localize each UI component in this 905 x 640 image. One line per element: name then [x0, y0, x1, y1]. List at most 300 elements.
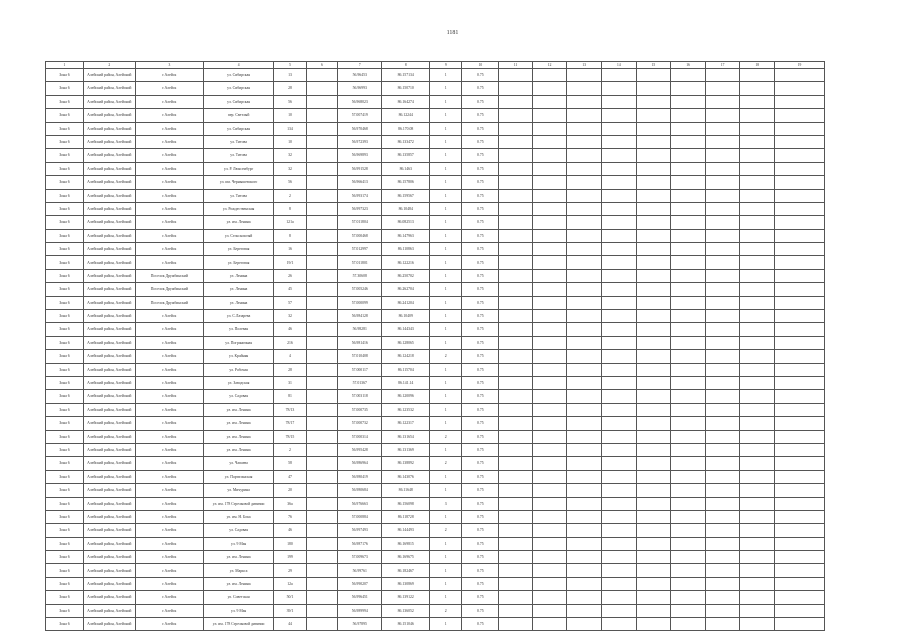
table-cell	[602, 229, 637, 242]
table-cell: ул. Сибирская	[203, 95, 273, 108]
table-cell: 0.75	[462, 443, 499, 456]
table-row	[46, 202, 825, 215]
table-cell	[775, 417, 825, 430]
table-row	[46, 618, 825, 631]
table-cell	[705, 95, 740, 108]
table-cell	[740, 363, 775, 376]
table-cell: Зона 6	[46, 510, 84, 523]
table-cell	[775, 470, 825, 483]
table-cell: 86.10484	[382, 202, 430, 215]
table-cell: Алейский район, Алейский	[83, 122, 135, 135]
table-cell: г.Алейск	[135, 95, 203, 108]
table-cell	[567, 122, 602, 135]
table-cell: 58	[274, 457, 306, 470]
table-cell	[532, 310, 567, 323]
table-cell	[499, 524, 533, 537]
table-cell: 86.122216	[382, 256, 430, 269]
table-row	[46, 82, 825, 95]
table-cell: Зона 6	[46, 256, 84, 269]
table-cell	[532, 82, 567, 95]
table-cell	[740, 618, 775, 631]
table-cell: 0.75	[462, 95, 499, 108]
table-cell: Зона 6	[46, 577, 84, 590]
table-cell: 56.984128	[338, 310, 382, 323]
table-cell	[636, 551, 671, 564]
table-cell	[775, 135, 825, 148]
table-cell: ул. Полевая	[203, 323, 273, 336]
table-row	[46, 149, 825, 162]
table-cell: ул. Титова	[203, 149, 273, 162]
table-cell: ул. им. Н. Бока	[203, 510, 273, 523]
table-cell	[532, 551, 567, 564]
table-row	[46, 269, 825, 282]
table-cell	[499, 430, 533, 443]
table-cell	[775, 430, 825, 443]
table-cell: 1	[430, 403, 462, 416]
table-cell: 57.000732	[338, 417, 382, 430]
table-cell: 56.989994	[338, 604, 382, 617]
table-cell	[740, 189, 775, 202]
table-cell	[567, 82, 602, 95]
table-cell: Алейский район, Алейский	[83, 229, 135, 242]
table-cell	[499, 216, 533, 229]
table-cell	[705, 269, 740, 282]
column-header: 9	[430, 62, 462, 69]
table-cell: ул. С.Лазарева	[203, 310, 273, 323]
table-cell	[532, 350, 567, 363]
table-cell	[567, 604, 602, 617]
table-cell	[740, 497, 775, 510]
table-cell: 0.75	[462, 390, 499, 403]
table-cell	[602, 564, 637, 577]
table-cell: 0.75	[462, 618, 499, 631]
table-row	[46, 417, 825, 430]
table-cell: 86.159567	[382, 189, 430, 202]
table-cell: 0.75	[462, 350, 499, 363]
table-cell	[775, 350, 825, 363]
table-cell: 0.75	[462, 604, 499, 617]
table-cell	[499, 229, 533, 242]
table-cell	[567, 135, 602, 148]
table-cell	[306, 591, 337, 604]
column-header: 1	[46, 62, 84, 69]
table-cell: Алейский район, Алейский	[83, 443, 135, 456]
table-cell	[602, 216, 637, 229]
table-cell	[636, 390, 671, 403]
table-cell: 1	[430, 243, 462, 256]
table-cell	[567, 403, 602, 416]
table-cell	[602, 296, 637, 309]
table-cell	[532, 537, 567, 550]
column-header: 12	[532, 62, 567, 69]
table-cell: г.Алейск	[135, 376, 203, 389]
table-cell	[705, 403, 740, 416]
table-cell	[306, 403, 337, 416]
table-cell: Алейский район, Алейский	[83, 577, 135, 590]
table-cell	[705, 256, 740, 269]
table-cell: Зона 6	[46, 336, 84, 349]
table-cell: 86.141.14	[382, 376, 430, 389]
table-cell	[671, 135, 706, 148]
table-cell	[567, 510, 602, 523]
table-cell: 0.75	[462, 82, 499, 95]
table-cell	[567, 176, 602, 189]
table-cell	[499, 95, 533, 108]
table-cell	[636, 564, 671, 577]
table-cell	[499, 323, 533, 336]
table-cell	[499, 336, 533, 349]
table-cell: пер. Светлый	[203, 109, 273, 122]
table-cell: Алейский район, Алейский	[83, 69, 135, 82]
table-cell: 0.75	[462, 524, 499, 537]
table-cell: г.Алейск	[135, 229, 203, 242]
table-cell	[567, 256, 602, 269]
table-cell: Зона 6	[46, 149, 84, 162]
table-cell: Зона 6	[46, 443, 84, 456]
table-row	[46, 69, 825, 82]
table-cell: 86.169675	[382, 551, 430, 564]
table-cell	[705, 564, 740, 577]
table-cell: 47	[274, 470, 306, 483]
table-cell	[306, 430, 337, 443]
table-cell: 0.75	[462, 470, 499, 483]
table-cell	[532, 122, 567, 135]
table-cell: 56.991528	[338, 162, 382, 175]
table-cell: 57.011804	[338, 216, 382, 229]
table-cell	[532, 484, 567, 497]
table-cell: 86.122317	[382, 417, 430, 430]
table-cell: 56.972393	[338, 135, 382, 148]
table-cell	[775, 443, 825, 456]
table-cell	[532, 162, 567, 175]
table-cell	[532, 95, 567, 108]
table-cell: 57.012997	[338, 243, 382, 256]
table-cell	[602, 484, 637, 497]
table-cell	[567, 229, 602, 242]
table-cell	[602, 122, 637, 135]
table-cell: 86.133472	[382, 135, 430, 148]
table-cell	[740, 403, 775, 416]
table-cell: Алейский район, Алейский	[83, 149, 135, 162]
table-cell: 56.969893	[338, 149, 382, 162]
table-cell: 86.120096	[382, 390, 430, 403]
table-cell: ул. им. Ленина	[203, 216, 273, 229]
table-cell	[775, 564, 825, 577]
table-cell: 3	[430, 497, 462, 510]
table-cell	[602, 430, 637, 443]
column-header: 17	[705, 62, 740, 69]
table-cell	[740, 109, 775, 122]
table-cell: 32	[274, 310, 306, 323]
table-cell	[499, 256, 533, 269]
table-row	[46, 109, 825, 122]
table-cell	[567, 283, 602, 296]
table-cell: 56.986964	[338, 457, 382, 470]
table-cell: 57.000884	[338, 510, 382, 523]
table-cell	[306, 497, 337, 510]
table-cell	[306, 604, 337, 617]
table-cell	[671, 443, 706, 456]
table-cell	[740, 524, 775, 537]
table-cell	[306, 149, 337, 162]
table-cell: 57.003118	[338, 390, 382, 403]
table-cell	[602, 577, 637, 590]
table-cell	[705, 109, 740, 122]
table-cell: ул. Крайняя	[203, 350, 273, 363]
table-cell	[499, 510, 533, 523]
table-row	[46, 537, 825, 550]
table-cell: 8	[274, 229, 306, 242]
table-cell	[740, 564, 775, 577]
table-cell	[636, 283, 671, 296]
table-cell	[636, 443, 671, 456]
table-cell	[567, 363, 602, 376]
table-cell	[740, 591, 775, 604]
table-cell	[567, 69, 602, 82]
table-cell: 0.75	[462, 269, 499, 282]
table-cell	[602, 497, 637, 510]
table-cell	[740, 604, 775, 617]
table-cell	[671, 417, 706, 430]
table-cell: г.Алейск	[135, 69, 203, 82]
column-header: 6	[306, 62, 337, 69]
table-cell	[775, 229, 825, 242]
table-cell: Зона 6	[46, 82, 84, 95]
table-cell: Зона 6	[46, 283, 84, 296]
table-cell	[306, 69, 337, 82]
table-cell: 57.010408	[338, 350, 382, 363]
table-cell	[671, 283, 706, 296]
table-cell: Алейский район, Алейский	[83, 350, 135, 363]
table-cell	[671, 350, 706, 363]
table-cell	[671, 618, 706, 631]
table-cell: Алейский район, Алейский	[83, 202, 135, 215]
table-cell: 0.75	[462, 149, 499, 162]
table-cell	[567, 618, 602, 631]
table-cell: 57	[274, 296, 306, 309]
table-cell	[602, 336, 637, 349]
table-cell	[775, 283, 825, 296]
table-cell: ул. Пограничная	[203, 336, 273, 349]
table-cell	[671, 229, 706, 242]
table-cell: Алейский район, Алейский	[83, 551, 135, 564]
table-cell	[775, 310, 825, 323]
column-header: 19	[775, 62, 825, 69]
table-cell: 1	[430, 202, 462, 215]
table-cell	[775, 323, 825, 336]
table-cell: Алейский район, Алейский	[83, 95, 135, 108]
table-cell	[602, 376, 637, 389]
table-cell: 0.75	[462, 484, 499, 497]
table-cell: 36а	[274, 497, 306, 510]
table-cell: 39/1	[274, 604, 306, 617]
table-cell	[705, 484, 740, 497]
table-cell: 1	[430, 510, 462, 523]
table-cell	[671, 484, 706, 497]
table-row	[46, 390, 825, 403]
table-cell: Зона 6	[46, 109, 84, 122]
table-cell	[671, 336, 706, 349]
table-cell	[499, 470, 533, 483]
table-cell	[705, 216, 740, 229]
table-cell	[671, 390, 706, 403]
table-cell: 1	[430, 95, 462, 108]
table-cell: 2	[430, 350, 462, 363]
table-cell	[567, 350, 602, 363]
table-cell: 0.75	[462, 202, 499, 215]
table-cell	[636, 82, 671, 95]
table-cell	[740, 336, 775, 349]
table-cell	[602, 256, 637, 269]
table-cell	[567, 310, 602, 323]
table-cell	[775, 484, 825, 497]
table-cell: 57.011801	[338, 256, 382, 269]
table-cell: 86.110863	[382, 243, 430, 256]
table-cell	[567, 149, 602, 162]
table-cell	[705, 470, 740, 483]
table-cell: г.Алейск	[135, 417, 203, 430]
table-cell	[567, 95, 602, 108]
table-cell	[306, 176, 337, 189]
table-cell: Зона 6	[46, 591, 84, 604]
table-cell	[602, 202, 637, 215]
column-header: 3	[135, 62, 203, 69]
table-cell: Зона 6	[46, 470, 84, 483]
table-cell	[636, 618, 671, 631]
table-cell: 86.182467	[382, 564, 430, 577]
table-cell	[775, 403, 825, 416]
table-cell: 134	[274, 122, 306, 135]
table-cell: 2	[274, 443, 306, 456]
table-cell	[775, 95, 825, 108]
table-cell	[671, 376, 706, 389]
table-cell: 1	[430, 470, 462, 483]
table-cell	[532, 577, 567, 590]
column-header: 13	[567, 62, 602, 69]
table-cell	[567, 417, 602, 430]
table-row	[46, 524, 825, 537]
table-cell	[705, 176, 740, 189]
table-cell	[532, 376, 567, 389]
table-row	[46, 296, 825, 309]
table-cell: 56.980684	[338, 484, 382, 497]
table-cell	[499, 564, 533, 577]
table-cell	[705, 336, 740, 349]
table-cell	[705, 510, 740, 523]
table-cell	[636, 417, 671, 430]
table-cell: г.Алейск	[135, 336, 203, 349]
table-cell	[740, 202, 775, 215]
table-row	[46, 243, 825, 256]
table-cell	[602, 510, 637, 523]
table-cell: Алейский район, Алейский	[83, 296, 135, 309]
table-cell: 86.250702	[382, 269, 430, 282]
table-cell	[306, 202, 337, 215]
table-cell	[602, 82, 637, 95]
table-cell	[567, 443, 602, 456]
table-cell: ул. Заводская	[203, 376, 273, 389]
table-cell: 1	[430, 551, 462, 564]
table-cell	[636, 497, 671, 510]
table-cell: ул. Ленина	[203, 283, 273, 296]
table-cell: 56.990207	[338, 577, 382, 590]
table-cell	[306, 216, 337, 229]
table-cell	[499, 202, 533, 215]
table-cell: 0.75	[462, 162, 499, 175]
table-cell	[775, 510, 825, 523]
table-cell	[705, 524, 740, 537]
table-cell	[740, 296, 775, 309]
table-cell: г.Алейск	[135, 350, 203, 363]
table-cell	[532, 470, 567, 483]
table-cell	[602, 95, 637, 108]
table-cell: 56.968023	[338, 95, 382, 108]
table-cell: Алейский район, Алейский	[83, 363, 135, 376]
table-cell: Зона 6	[46, 323, 84, 336]
table-cell	[740, 510, 775, 523]
table-cell	[636, 537, 671, 550]
table-cell	[705, 591, 740, 604]
table-cell: Зона 6	[46, 229, 84, 242]
table-cell: ул. Р. Люксембург	[203, 162, 273, 175]
table-cell: 81	[274, 390, 306, 403]
table-cell	[740, 537, 775, 550]
table-cell	[740, 269, 775, 282]
table-cell: г.Алейск	[135, 390, 203, 403]
table-cell: Алейский район, Алейский	[83, 457, 135, 470]
table-row	[46, 577, 825, 590]
table-cell	[532, 109, 567, 122]
table-cell	[567, 484, 602, 497]
table-cell: 0.75	[462, 376, 499, 389]
table-cell: 78/17	[274, 417, 306, 430]
table-cell	[775, 122, 825, 135]
table-cell: 1	[430, 256, 462, 269]
table-cell	[636, 269, 671, 282]
table-cell	[705, 417, 740, 430]
table-cell: 76	[274, 510, 306, 523]
table-cell	[499, 497, 533, 510]
table-cell: г.Алейск	[135, 551, 203, 564]
table-cell	[306, 524, 337, 537]
table-cell	[740, 417, 775, 430]
table-cell	[705, 189, 740, 202]
column-header: 5	[274, 62, 306, 69]
table-cell: ул. Береговая	[203, 243, 273, 256]
table-cell	[602, 69, 637, 82]
table-cell	[636, 149, 671, 162]
table-cell	[499, 604, 533, 617]
table-cell: 1	[430, 122, 462, 135]
table-cell: Зона 6	[46, 403, 84, 416]
table-cell	[636, 336, 671, 349]
table-cell	[306, 95, 337, 108]
table-cell: г.Алейск	[135, 537, 203, 550]
table-cell: 1	[430, 216, 462, 229]
table-cell: 56.99761	[338, 564, 382, 577]
table-cell	[740, 135, 775, 148]
table-cell: ул. Партизанская	[203, 470, 273, 483]
table-cell	[636, 591, 671, 604]
table-cell	[740, 69, 775, 82]
table-cell: Алейский район, Алейский	[83, 417, 135, 430]
table-cell: 86.082513	[382, 216, 430, 229]
table-cell	[306, 363, 337, 376]
table-cell	[636, 202, 671, 215]
table-cell: ул. Сельскохозяй	[203, 229, 273, 242]
table-cell	[636, 457, 671, 470]
table-cell: 28	[274, 363, 306, 376]
